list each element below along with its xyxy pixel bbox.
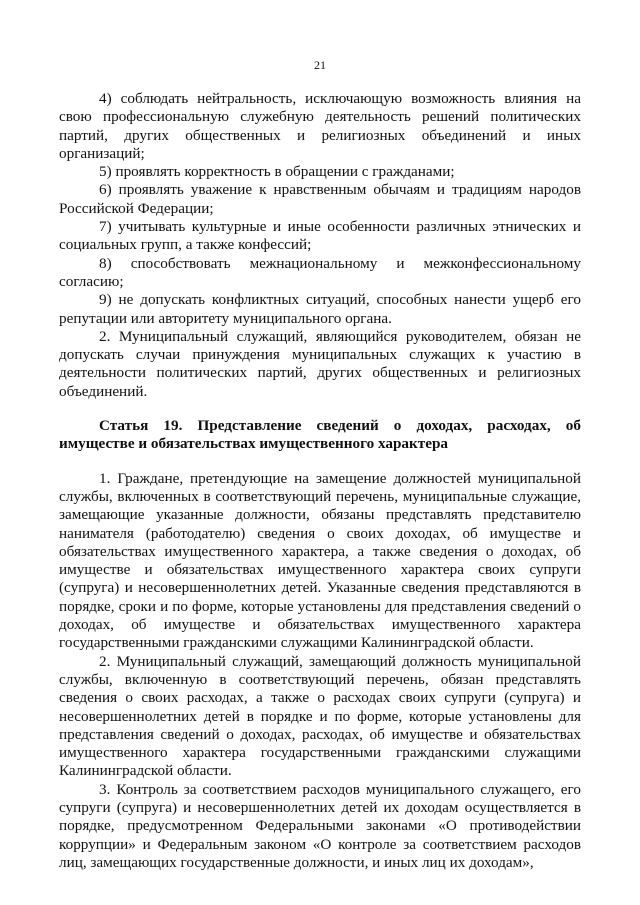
paragraph-item-4: 4) соблюдать нейтральность, исключающую возможность влияния на свою профессиональную служебную деятельность решений политических партий, других общественных и религиозных объединений и иных организаций; (59, 90, 581, 162)
article-heading: Статья 19. Представление сведений о доходах, расходах, об имуществе и обязательствах имущественного характера (59, 417, 581, 453)
paragraph-item-8: 8) способствовать межнациональному и межконфессиональному согласию; (59, 254, 581, 290)
document-body (59, 90, 581, 872)
spacer (59, 401, 581, 417)
article-paragraph-1: 1. Граждане, претендующие на замещение должностей муниципальной службы, включенных в соответствующий перечень, муниципальные служащие, замещающие указанные должности, обязаны представлять представителю нанимателя (работодателю) сведения о своих доходах, об имуществе и обязательствах имущественного характера, а также сведения о доходах, об имуществе и обязательствах имущественного характера своих супруги (супруга) и несовершеннолетних детей. Указанные сведения представляются в порядке, сроки и по форме, которые установлены для представления сведений о доходах, об имуществе и обязательствах имущественного характера государственными гражданскими служащими Калининградской области. (59, 469, 581, 652)
paragraph-item-6: 6) проявлять уважение к нравственным обычаям и традициям народов Российской Федерации; (59, 181, 581, 217)
paragraph-clause-2: 2. Муниципальный служащий, являющийся руководителем, обязан не допускать случаи принуждения муниципальных служащих к участию в деятельности политических партий, других общественных и религиозных объединений. (59, 327, 581, 400)
page-number: 21 (314, 58, 326, 72)
article-paragraph-2: 2. Муниципальный служащий, замещающий должность муниципальной службы, включенную в соответствующий перечень, обязан представлять сведения о своих расходах, а также о расходах своих супруги (супруга) и несовершеннолетних детей в порядке и по форме, которые установлены для представления сведений о доходах, расходах, об имуществе и обязательствах имущественного характера государственными гражданскими служащими Калининградской области. (59, 652, 581, 780)
article-paragraph-3: 3. Контроль за соответствием расходов муниципального служащего, его супруги (супруга) и несовершеннолетних детей их доходам осуществляется в порядке, предусмотренном Федеральными законами «О противодействии коррупции» и Федеральным законом «О контроле за соответствием расходов лиц, замещающих государственные должности, и иных лиц их доходам», (59, 780, 581, 871)
paragraph-item-7: 7) учитывать культурные и иные особенности различных этнических и социальных групп, а также конфессий; (59, 218, 581, 254)
spacer (59, 454, 581, 470)
paragraph-item-9: 9) не допускать конфликтных ситуаций, способных нанести ущерб его репутации или авторитету муниципального органа. (59, 291, 581, 327)
paragraph-item-5: 5) проявлять корректность в обращении с гражданами; (99, 163, 455, 181)
